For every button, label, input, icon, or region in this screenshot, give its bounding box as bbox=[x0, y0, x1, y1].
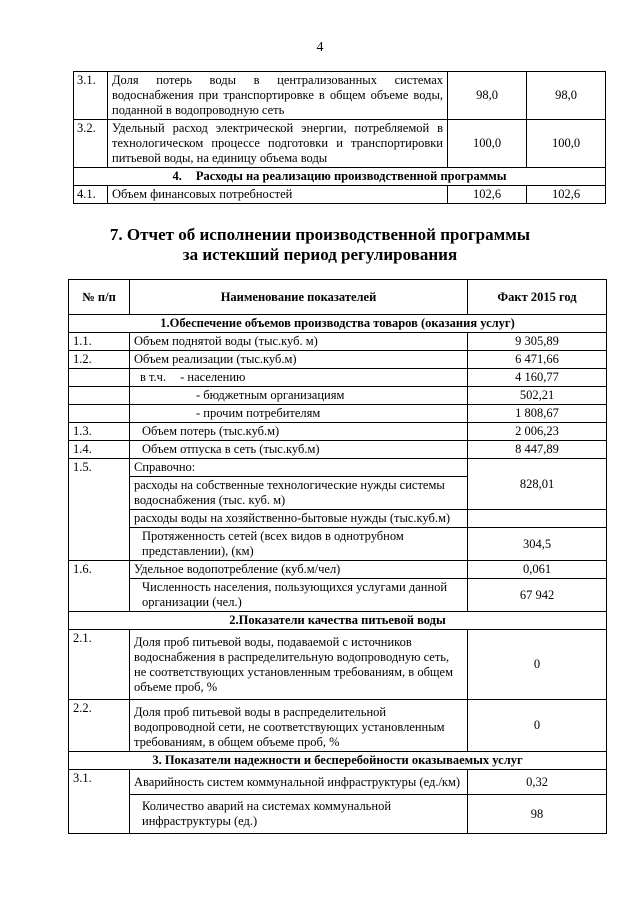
row-number: 1.3. bbox=[69, 423, 130, 441]
value-cell: 98,0 bbox=[448, 72, 527, 120]
fact-value: 828,01 bbox=[468, 459, 607, 510]
table-row bbox=[69, 770, 607, 795]
table-row bbox=[69, 579, 607, 612]
table-row bbox=[69, 528, 607, 561]
table-row bbox=[69, 369, 607, 387]
table-row bbox=[69, 795, 607, 834]
row-number bbox=[69, 387, 130, 405]
fact-value: 0,32 bbox=[468, 770, 607, 795]
indicator-name: Объем реализации (тыс.куб.м) bbox=[130, 351, 468, 369]
table-row bbox=[69, 351, 607, 369]
section-row bbox=[74, 168, 606, 186]
table-row bbox=[74, 72, 606, 120]
fact-value: 8 447,89 bbox=[468, 441, 607, 459]
row-number: 3.1. bbox=[69, 770, 130, 834]
indicator-name: Количество аварий на системах коммунальной инфраструктуры (ед.) bbox=[130, 795, 468, 834]
fact-value: 67 942 bbox=[468, 579, 607, 612]
previous-section-table bbox=[73, 71, 606, 204]
table-row bbox=[69, 333, 607, 351]
fact-value: 0,061 bbox=[468, 561, 607, 579]
table-row bbox=[69, 630, 607, 700]
header-fact: Факт 2015 год bbox=[468, 280, 607, 315]
row-number: 2.1. bbox=[69, 630, 130, 700]
indicator-name: Объем отпуска в сеть (тыс.куб.м) bbox=[130, 441, 468, 459]
section-number: 4. bbox=[172, 169, 182, 183]
row-number: 1.4. bbox=[69, 441, 130, 459]
value-cell: 100,0 bbox=[527, 120, 606, 168]
indicator-name: Доля проб питьевой воды в распределительной водопроводной сети, не соответствующих установленным требованиям, в общем объеме проб, % bbox=[130, 700, 468, 752]
section-heading bbox=[0, 225, 640, 265]
table-row bbox=[69, 700, 607, 752]
row-number: 1.2. bbox=[69, 351, 130, 369]
row-number: 3.2. bbox=[74, 120, 108, 168]
table-row bbox=[69, 387, 607, 405]
table-row bbox=[74, 120, 606, 168]
fact-value: 98 bbox=[468, 795, 607, 834]
value-cell: 102,6 bbox=[527, 186, 606, 204]
indicator-name: Удельное водопотребление (куб.м/чел) bbox=[130, 561, 468, 579]
indicator-name: Численность населения, пользующихся услугами данной организации (чел.) bbox=[130, 579, 468, 612]
header-row bbox=[69, 280, 607, 315]
table-row bbox=[69, 405, 607, 423]
page-number: 4 bbox=[316, 40, 324, 55]
fact-value: 2 006,23 bbox=[468, 423, 607, 441]
row-number: 1.6. bbox=[69, 561, 130, 612]
table-row bbox=[69, 441, 607, 459]
heading-line-1: 7. Отчет об исполнении производственной программы bbox=[109, 225, 531, 244]
indicator-name: Объем финансовых потребностей bbox=[108, 186, 448, 204]
row-number: 3.1. bbox=[74, 72, 108, 120]
fact-value: 304,5 bbox=[468, 528, 607, 561]
row-number bbox=[69, 405, 130, 423]
indicator-name: Объем потерь (тыс.куб.м) bbox=[130, 423, 468, 441]
table-row bbox=[69, 510, 607, 528]
value-cell: 98,0 bbox=[527, 72, 606, 120]
section-heading: 3. Показатели надежности и бесперебойности оказываемых услуг bbox=[69, 752, 607, 770]
row-number bbox=[69, 369, 130, 387]
section-row bbox=[69, 315, 607, 333]
fact-value: 0 bbox=[468, 700, 607, 752]
row-number: 1.5. bbox=[69, 459, 130, 561]
section-title: Расходы на реализацию производственной программы bbox=[195, 169, 507, 183]
row-number: 4.1. bbox=[74, 186, 108, 204]
indicator-name: - бюджетным организациям bbox=[130, 387, 468, 405]
section-heading bbox=[74, 168, 606, 186]
table-row bbox=[69, 423, 607, 441]
indicator-name: Объем поднятой воды (тыс.куб. м) bbox=[130, 333, 468, 351]
header-number: № п/п bbox=[69, 280, 130, 315]
indicator-name: Аварийность систем коммунальной инфраструктуры (ед./км) bbox=[130, 770, 468, 795]
section-heading: 2.Показатели качества питьевой воды bbox=[69, 612, 607, 630]
indicator-name: Справочно: bbox=[130, 459, 468, 477]
fact-value: 0 bbox=[468, 630, 607, 700]
indicator-name: Протяженность сетей (всех видов в однотрубном представлении), (км) bbox=[130, 528, 468, 561]
value-cell: 102,6 bbox=[448, 186, 527, 204]
table-row bbox=[69, 561, 607, 579]
fact-value: 502,21 bbox=[468, 387, 607, 405]
fact-value: 4 160,77 bbox=[468, 369, 607, 387]
value-cell: 100,0 bbox=[448, 120, 527, 168]
indicator-name: расходы воды на хозяйственно-бытовые нужды (тыс.куб.м) bbox=[130, 510, 468, 528]
section-heading: 1.Обеспечение объемов производства товаров (оказания услуг) bbox=[69, 315, 607, 333]
section-row bbox=[69, 612, 607, 630]
indicator-name bbox=[130, 369, 468, 387]
fact-value: 1 808,67 bbox=[468, 405, 607, 423]
table-row bbox=[74, 186, 606, 204]
report-table bbox=[68, 279, 607, 834]
fact-value: 6 471,66 bbox=[468, 351, 607, 369]
indicator-subname: - населению bbox=[180, 370, 246, 384]
table-row bbox=[69, 459, 607, 477]
fact-value: 9 305,89 bbox=[468, 333, 607, 351]
indicator-name: Доля проб питьевой воды, подаваемой с источников водоснабжения в распределительную водопроводную сеть, не соответствующих установленным требованиям, в общем объеме проб, % bbox=[130, 630, 468, 700]
indicator-name: Доля потерь воды в централизованных системах водоснабжения при транспортировке в общем объеме воды, поданной в водопроводную сеть bbox=[108, 72, 448, 120]
indicator-name: - прочим потребителям bbox=[130, 405, 468, 423]
row-number: 1.1. bbox=[69, 333, 130, 351]
indicator-name: расходы на собственные технологические нужды системы водоснабжения (тыс. куб. м) bbox=[130, 477, 468, 510]
indicator-name: Удельный расход электрической энергии, потребляемой в технологическом процессе подготовки и транспортировки питьевой воды, на единицу объема воды bbox=[108, 120, 448, 168]
prefix: в т.ч. bbox=[140, 370, 167, 384]
row-number: 2.2. bbox=[69, 700, 130, 752]
fact-value bbox=[468, 510, 607, 528]
header-name: Наименование показателей bbox=[130, 280, 468, 315]
heading-line-2: за истекший период регулирования bbox=[182, 245, 458, 264]
section-row bbox=[69, 752, 607, 770]
